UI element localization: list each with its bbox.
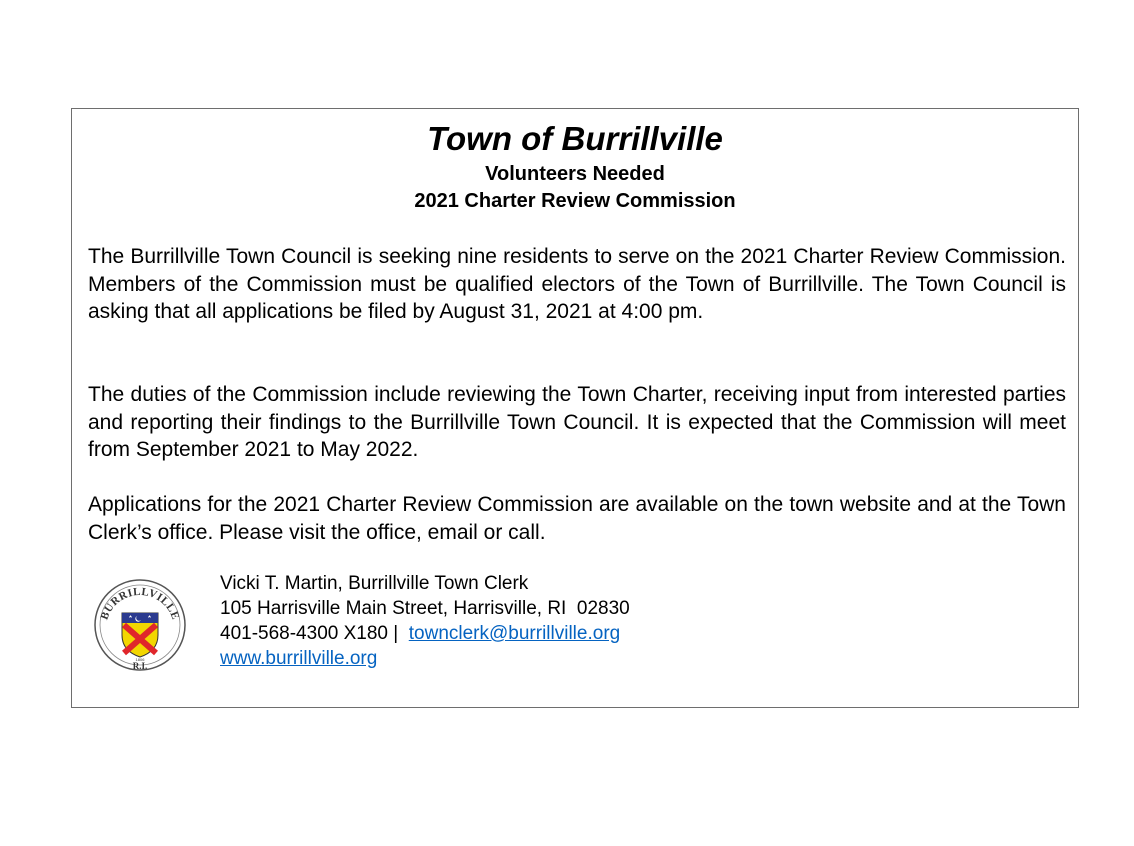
contact-block (220, 571, 630, 671)
paragraph-applications: Applications for the 2021 Charter Review Commission are available on the town website and at the Town Clerk’s office. Please visit the office, email or call. (88, 493, 1066, 544)
burrillville-seal-icon (92, 575, 188, 675)
contact-address: 105 Harrisville Main Street, Harrisville, RI 02830 (220, 598, 630, 619)
notice-subtitle-commission: 2021 Charter Review Commission (414, 190, 736, 212)
email-link[interactable]: townclerk@burrillville.org (408, 623, 621, 644)
contact-phone-email-line (220, 621, 630, 646)
notice-subtitle-volunteers: Volunteers Needed (485, 163, 665, 185)
contact-name: Vicki T. Martin, Burrillville Town Clerk (220, 573, 529, 594)
paragraph-council-seeking: The Burrillville Town Council is seeking nine residents to serve on the 2021 Charter Review Commission. Members of the Commission must be qualified electors of the Town of Burrillville. The Town Council is asking that all applications be filed by August 31, 2021 at 4:00 pm. (88, 245, 1066, 323)
contact-phone: 401-568-4300 X180 | (220, 623, 409, 644)
seal-text-bottom: R.I. (132, 661, 148, 671)
notice-box (71, 108, 1079, 708)
seal-text-top: BURRILLVILLE (98, 585, 182, 622)
seal-year: 1806 (135, 657, 145, 662)
paragraph-commission-duties: The duties of the Commission include reviewing the Town Charter, receiving input from interested parties and reporting their findings to the Burrillville Town Council. It is expected that the Commission will meet from September 2021 to May 2022. (88, 383, 1066, 461)
contact-website-line (220, 646, 630, 671)
website-link[interactable]: www.burrillville.org (220, 648, 378, 669)
notice-title: Town of Burrillville (427, 120, 723, 157)
